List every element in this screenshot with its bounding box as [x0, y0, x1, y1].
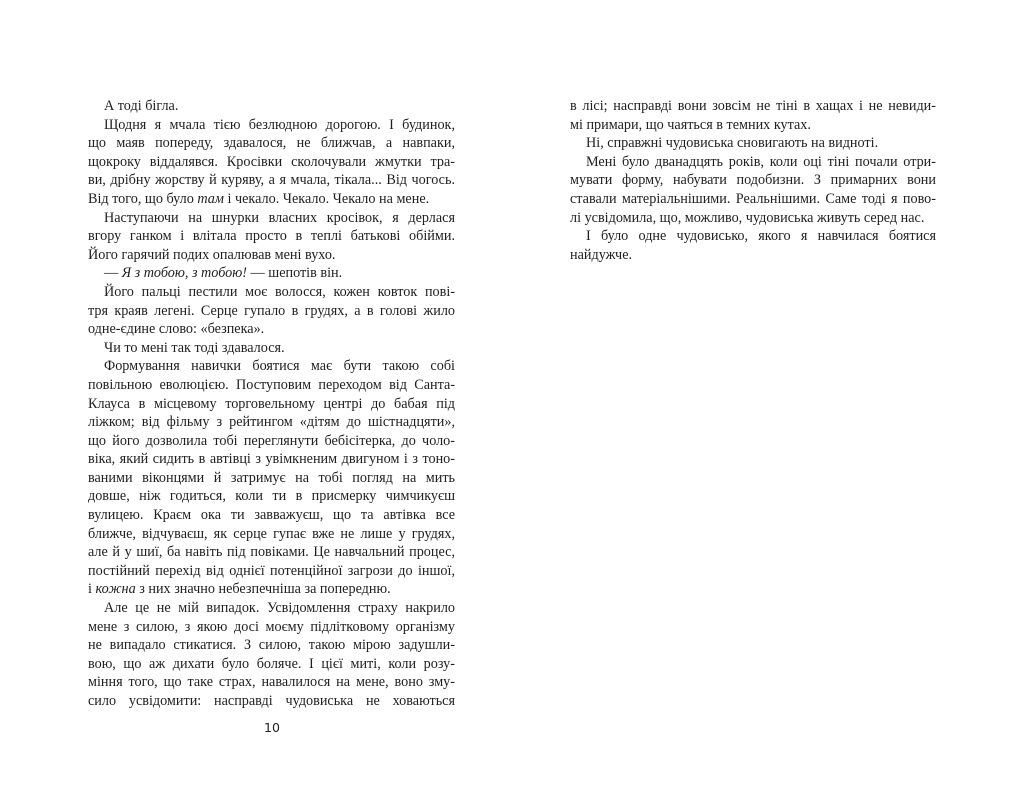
text-line: ви, дрібну жорству й куряву, а я мчала, тікала... Від чогось.	[88, 172, 455, 189]
text-line: одне-єдине слово: «безпека».	[88, 321, 265, 338]
text-line: і кожна з них значно небезпечніша за попередню.	[88, 581, 391, 598]
text-line: вулицею. Краєм ока ти завважуєш, що та автівка все	[88, 507, 455, 524]
text-line: міння того, що таке страх, навалилося на мене, воно зму-	[88, 674, 455, 691]
text-line: Щодня я мчала тією безлюдною дорогою. І будинок,	[104, 116, 455, 133]
text-line: Його гарячий подих опалював мені вухо.	[88, 246, 336, 263]
text-line: повільною еволюцією. Поступовим переходом від Санта-	[88, 376, 455, 393]
text-line: постійний перехід від однієї потенційної загрози до іншої,	[88, 562, 455, 579]
text-line: в лісі; насправді вони зовсім не тіні в хащах і не невиди-	[570, 98, 936, 114]
text-line: щокроку віддалявся. Кросівки сколочували жмутки тра-	[88, 153, 455, 170]
text-line: — Я з тобою, з тобою! — шепотів він.	[104, 265, 343, 282]
text-line: що маяв попереду, здавалося, не ближчав, а навпаки,	[88, 135, 455, 152]
text-line: ліжком; від фільму з рейтингом «дітям до шістнадцяти»,	[88, 414, 455, 431]
text-line: І було одне чудовисько, якого я навчилася боятися	[586, 228, 936, 245]
text-line: Формування навички боятися має бути такою собі	[104, 358, 455, 375]
text-line: Клауса в місцевому торговельному центрі до бабая під	[88, 395, 455, 412]
text-line: ставали матеріальнішими. Реальнішими. Саме тоді я пово-	[570, 190, 936, 207]
text-line: ваними віконцями й затримує на тобі погляд на мить	[88, 469, 455, 486]
text-line: віка, який сидить в автівці з увімкненим двигуном і з тоно-	[88, 451, 455, 468]
text-line: найдужче.	[570, 246, 633, 263]
text-line: А тоді бігла.	[104, 98, 179, 114]
text-line: що його дозволила тобі переглянути бебісітерка, до чоло-	[88, 432, 455, 449]
text-line: мувати форму, набувати подобизни. З примарних вони	[570, 172, 936, 189]
text-line: довше, ніж годиться, коли ти в присмерку чимчикуєш	[88, 488, 455, 505]
page-number: 10	[264, 720, 280, 735]
text-line: Від того, що було там і чекало. Чекало. Чекало на мене.	[88, 190, 430, 207]
text-line: Мені було дванадцять років, коли оці тіні почали отри-	[586, 153, 936, 170]
text-line: але й у шиї, ба навіть під повіками. Це навчальний процес,	[88, 544, 455, 561]
text-line: Наступаючи на шнурки власних кросівок, я дерлася	[104, 209, 455, 226]
text-line: Чи то мені так тоді здавалося.	[104, 339, 285, 356]
text-line: Ні, справжні чудовиська сновигають на видноті.	[586, 135, 879, 152]
text-line: Але це не мій випадок. Усвідомлення страху накрило	[104, 600, 455, 617]
text-line: не випадало стикатися. З силою, такою мірою задушли-	[88, 637, 455, 654]
text-line: тря краяв легені. Серце гупало в грудях, а в голові жило	[88, 302, 455, 319]
text-line: мене з силою, з якою досі моєму підлітковому організму	[88, 618, 455, 635]
text-line: сило усвідомити: насправді чудовиська не ховаються	[88, 693, 455, 709]
text-line: вою, що аж дихати було боляче. І цієї миті, коли розу-	[88, 655, 455, 672]
text-line: Його пальці пестили моє волосся, кожен ковток пові-	[104, 283, 455, 300]
text-line: мі примари, що чаяться в темних кутах.	[570, 116, 811, 133]
text-line: вгору ганком і влітала просто в теплі батькові обійми.	[88, 228, 455, 245]
text-line: ближче, відчуваєш, як серце гупає вже не лише у грудях,	[88, 525, 455, 542]
right-page-text	[570, 97, 936, 264]
text-line: лі усвідомила, що, можливо, чудовиська живуть серед нас.	[570, 209, 925, 226]
left-page-text	[88, 97, 455, 711]
